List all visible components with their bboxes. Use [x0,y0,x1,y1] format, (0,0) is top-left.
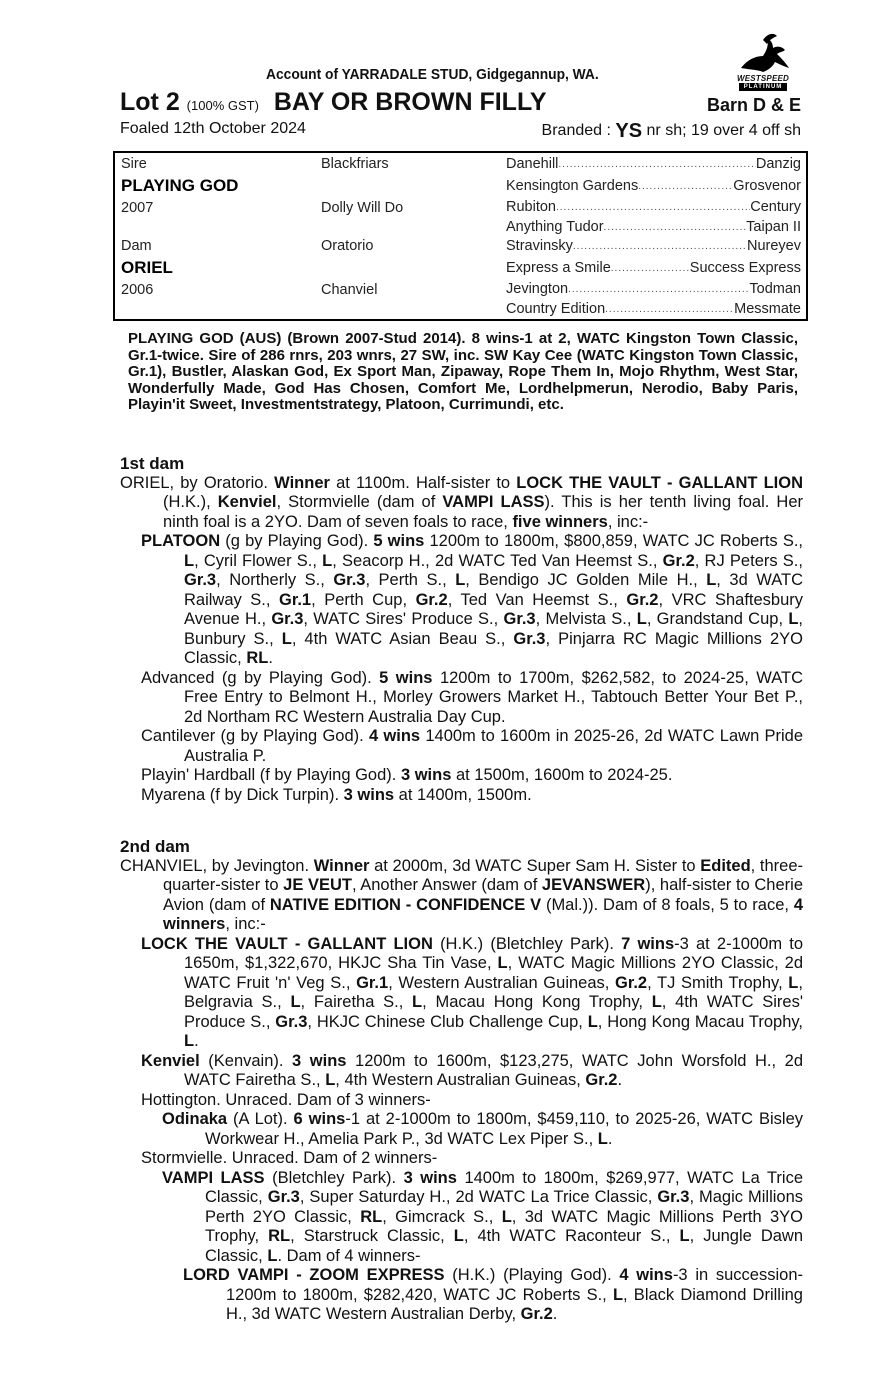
pedigree-table [113,151,808,321]
pedigree-g3-row [506,301,801,317]
bold-run: 5 wins [373,532,425,550]
dam-label: Dam [121,238,152,254]
logo-subtext: PLATINUM [739,83,787,91]
produce-entry: Advanced (g by Playing God). 5 wins 1200m to 1700m, $262,582, to 2024-25, WATC Free Entry to Belmont H., Morley Growers Market H., Tabtouch Better Your Bet P., 2d Northam RC Western Australia Day Cup. [141,668,803,726]
bold-run: RL [268,1227,291,1245]
pedigree-g3-row [506,199,801,215]
bold-run: L [455,571,466,589]
bold-run: L [267,1246,278,1265]
bold-run: L [501,1207,512,1226]
bold-run: Gr.3 [184,571,217,589]
pedigree-g3-right: Success Express [689,260,801,276]
bold-run: 3 wins [343,785,395,804]
bold-run: 3 wins [403,1168,457,1187]
bold-run: Gr.3 [333,571,366,589]
pedigree-g3-row [506,219,801,235]
sire-label: Sire [121,156,147,172]
pedigree-g3-left: Danehill [506,156,559,172]
bold-run: L [651,993,662,1011]
westspeed-logo [733,30,793,96]
bold-run: VAMPI LASS [442,493,545,511]
produce-entry: LOCK THE VAULT - GALLANT LION (H.K.) (Bletchley Park). 7 wins-3 at 2-1000m to 1650m, $1,322,670, HKJC Sha Tin Vase, L, WATC Magic Millions 2YO Classic, 2d WATC Fruit 'n' Veg S., Gr.1, Western Australian Guineas, Gr.2, TJ Smith Trophy, L, Belgravia S., L, Fairetha S., L, Macau Hong Kong Trophy, L, 4th WATC Sires' Produce S., Gr.3, HKJC Chinese Club Challenge Cup, L, Hong Kong Macau Trophy, L. [141,934,804,1050]
produce-entry: CHANVIEL, by Jevington. Winner at 2000m, 3d WATC Super Sam H. Sister to Edited, three-quarter-sister to JE VEUT, Another Answer (dam of JEVANSWER), half-sister to Cherie Avion (dam of NATIVE EDITION - CONFIDENCE V (Mal.)). Dam of 8 foals, 5 to race, 4 winners, inc:- [120,856,804,933]
pedigree-g3-row [506,281,801,297]
bold-run: LOCK THE VAULT - GALLANT LION [141,934,433,953]
bold-run: Gr.2 [662,551,695,570]
bold-run: L [679,1227,690,1245]
dam-year: 2006 [121,282,154,298]
pedigree-g3-left: Anything Tudor [506,219,604,235]
bold-run: L [281,629,292,648]
bold-run: Gr.3 [275,1012,308,1031]
produce-entry: PLATOON (g by Playing God). 5 wins 1200m to 1800m, $800,859, WATC JC Roberts S., L, Cyril Flower S., L, Seacorp H., 2d WATC Ted Van Heemst S., Gr.2, RJ Peters S., Gr.3, Northerly S., Gr.3, Perth S., L, Bendigo JC Golden Mile H., L, 3d WATC Railway S., Gr.1, Perth Cup, Gr.2, Ted Van Heemst S., Gr.2, VRC Shaftesbury Avenue H., Gr.3, WATC Sires' Produce S., Gr.3, Melvista S., L, Grandstand Cup, L, Bunbury S., L, 4th WATC Asian Beau S., Gr.3, Pinjarra RC Magic Millions 2YO Classic, RL. [141,532,804,667]
bold-run: Kenviel [141,1051,200,1070]
bold-run: Winner [313,856,370,875]
bold-run: PLATOON [141,532,221,550]
bold-run: Gr.3 [267,1188,300,1206]
second-dam-paragraphs [120,857,803,1325]
pedigree-g3-left: Jevington [506,281,569,297]
sire-summary: PLAYING GOD (AUS) (Brown 2007-Stud 2014). 8 wins-1 at 2, WATC Kingston Town Classic, Gr.1-twice. Sire of 286 rnrs, 203 wnrs, 27 SW, inc. SW Kay Cee (WATC Kingston Town Classic, Gr.1), Bustler, Alaskan God, Ex Sport Man, Zipaway, Rope Them In, Mojo Rhythm, West Star, Wonderfully Made, God Has Chosen, Comfort Me, Lordhelpmerun, Nerodio, Baby Paris, Playin'it Sweet, Investmentstrategy, Platoon, Currimundi, etc. [128,330,798,413]
bold-run: 5 wins [379,668,433,687]
pedigree-g3-left: Stravinsky [506,238,573,254]
pedigree-g3-right: Nureyev [747,238,801,254]
bold-run: VAMPI LASS [162,1168,265,1187]
brand-mark-icon: YS [615,120,643,142]
bold-run: L [497,954,508,972]
produce-entry: Stormvielle. Unraced. Dam of 2 winners- [141,1149,438,1167]
bold-run: LOCK THE VAULT - GALLANT LION [516,473,804,492]
produce-entry: Odinaka (A Lot). 6 wins-1 at 2-1000m to 1800m, $459,110, to 2025-26, WATC Bisley Workwear H., Amelia Park P., 3d WATC Lex Piper S., L. [162,1110,804,1148]
gst-note: (100% GST) [186,98,259,113]
bold-run: Gr.2 [520,1305,553,1323]
bold-run: Kenviel [217,493,277,511]
bold-run: Gr.2 [626,590,659,609]
pedigree-g3-row [506,178,801,194]
bold-run: Gr.3 [271,610,304,628]
produce-entry: Playin' Hardball (f by Playing God). 3 wins at 1500m, 1600m to 2024-25. [141,766,673,784]
bold-run: Gr.3 [503,610,536,628]
bold-run: Winner [274,473,330,492]
brand-detail: nr sh; 19 over 4 off sh [646,122,801,139]
sire-name: PLAYING GOD [121,176,239,195]
second-dam-heading: 2nd dam [120,837,190,856]
foaled-date: Foaled 12th October 2024 [120,120,306,137]
barn-location: Barn D & E [706,95,801,115]
bold-run: 3 wins [292,1051,347,1070]
bold-run: LORD VAMPI - ZOOM EXPRESS [183,1266,445,1284]
sire-year: 2007 [121,200,154,216]
bold-run: 4 wins [369,727,421,745]
bold-run: L [597,1129,608,1148]
bold-run: L [612,1285,624,1304]
dam-name: ORIEL [121,258,173,277]
produce-entry: VAMPI LASS (Bletchley Park). 3 wins 1400m to 1800m, $269,977, WATC La Trice Classic, Gr.3, Super Saturday H., 2d WATC La Trice Classic, Gr.3, Magic Millions Perth 2YO Classic, RL, Gimcrack S., L, 3d WATC Magic Millions Perth 3YO Trophy, RL, Starstruck Classic, L, 4th WATC Raconteur S., L, Jungle Dawn Classic, L. Dam of 4 winners- [162,1168,804,1265]
produce-entry: ORIEL, by Oratorio. Winner at 1100m. Half-sister to LOCK THE VAULT - GALLANT LION (H.K.), Kenviel, Stormvielle (dam of VAMPI LASS). This is her tenth living foal. Her ninth foal is a 2YO. Dam of seven foals to race, five winners, inc:- [120,473,804,531]
produce-entry: Cantilever (g by Playing God). 4 wins 1400m to 1600m in 2025-26, 2d WATC Lawn Pride Australia P. [141,727,804,765]
bold-run: L [587,1012,598,1031]
bold-run: L [636,610,647,628]
bold-run: RL [246,649,269,667]
pedigree-g3-right: Grosvenor [733,178,801,194]
pedigree-g2-sire-sire: Blackfriars [321,156,389,172]
bold-run: Gr.1 [279,590,312,609]
bold-run: five winners [512,512,608,531]
vendor-account: Account of YARRADALE STUD, Gidgegannup, WA. [266,66,599,83]
lot-number: Lot 2 [120,88,180,116]
pedigree-g3-left: Express a Smile [506,260,611,276]
first-dam-heading: 1st dam [120,454,185,473]
lot-title [120,88,547,117]
pedigree-g3-right: Century [750,199,801,215]
pedigree-g3-left: Country Edition [506,301,606,317]
bold-run: L [184,551,195,570]
bold-run: 4 winners [163,895,804,933]
bold-run: Gr.2 [615,973,648,992]
pedigree-g3-row [506,238,801,254]
bold-run: L [453,1227,464,1245]
bold-run: L [412,993,423,1011]
bold-run: Gr.3 [513,629,546,648]
produce-entry: Kenviel (Kenvain). 3 wins 1200m to 1600m, $123,275, WATC John Worsfold H., 2d WATC Fairetha S., L, 4th Western Australian Guineas, Gr.2. [141,1051,803,1089]
logo-text: WESTSPEED [736,74,790,83]
second-dam-section [120,837,803,1325]
first-dam-section [120,454,803,805]
produce-entry: Hottington. Unraced. Dam of 3 winners- [141,1090,431,1109]
bold-run: L [788,610,799,628]
produce-entry: Myarena (f by Dick Turpin). 3 wins at 1400m, 1500m. [141,785,532,804]
horse-description: BAY OR BROWN FILLY [273,88,547,116]
bold-run: L [325,1071,336,1089]
bold-run: Gr.1 [356,973,389,992]
bold-run: 3 wins [400,766,452,784]
bold-run: NATIVE EDITION - CONFIDENCE V [269,895,542,914]
bold-run: L [706,571,717,589]
produce-entry: LORD VAMPI - ZOOM EXPRESS (H.K.) (Playing God). 4 wins-3 in succession-1200m to 1800m, $282,420, WATC JC Roberts S., L, Black Diamond Drilling H., 3d WATC Western Australian Derby, Gr.2. [183,1266,803,1323]
bold-run: L [184,1032,195,1050]
bold-run: 7 wins [621,934,675,953]
bold-run: Gr.3 [657,1188,690,1206]
bold-run: JEVANSWER [541,876,646,894]
pedigree-g3-row [506,260,801,276]
bold-run: 4 wins [619,1266,673,1284]
bold-run: Odinaka [162,1110,228,1128]
pedigree-g3-row [506,156,801,172]
pedigree-g3-right: Taipan II [746,219,801,235]
bold-run: L [788,973,799,992]
pedigree-g2-sire-dam: Dolly Will Do [321,200,404,216]
bold-run: Gr.2 [585,1071,618,1089]
bold-run: Edited [700,856,751,875]
bold-run: Gr.2 [415,590,448,609]
brand-label: Branded : [541,122,611,139]
bold-run: 6 wins [293,1110,346,1128]
pedigree-g3-left: Kensington Gardens [506,178,639,194]
pedigree-g2-dam-sire: Oratorio [321,238,374,254]
pedigree-g3-right: Danzig [755,156,801,172]
pedigree-g3-right: Todman [749,281,801,297]
pedigree-g3-left: Rubiton [506,199,556,215]
brand-info [542,120,801,143]
first-dam-paragraphs [120,474,803,806]
bold-run: L [290,993,301,1011]
pedigree-g3-right: Messmate [734,301,801,317]
horse-rider-icon [733,30,793,74]
bold-run: L [322,551,333,570]
bold-run: JE VEUT [283,876,352,894]
bold-run: RL [360,1207,383,1226]
pedigree-g2-dam-dam: Chanviel [321,282,378,298]
